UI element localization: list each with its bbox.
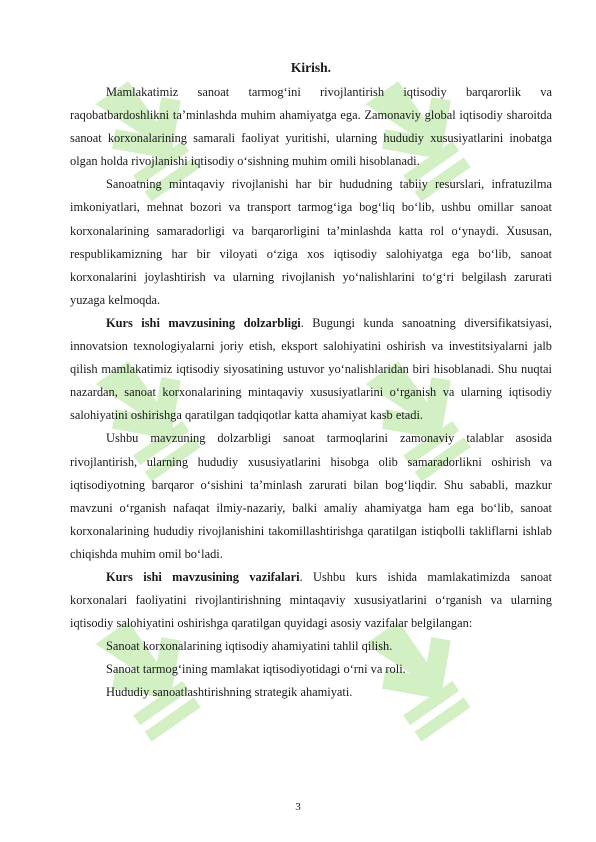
paragraph-text: . Bugungi kunda sanoatning diversifikatsiyasi, innovatsion texnologiyalarni joriy etish, eksport salohiyatini oshirish va investitsiyalarni jalb qilish mamlakatimiz iqtisodiy siyosatining ustuvor yo‘nalishlaridan biri hisoblanadi. Shu nuqtai nazardan, sanoat korxonalarining mintaqaviy xususiyatlarini o‘rganish va ularning iqtisodiy salohiyatini oshirishga qaratilgan tadqiqotlar katta ahamiyat kasb etadi. [70, 315, 552, 423]
paragraph-text: . Ushbu kurs ishida mamlakatimizda sanoat korxonalari faoliyatini rivojlantirishning mintaqaviy xususiyatlarini o‘rganish va ularning iqtisodiy salohiyatini oshirishga qaratilgan quyidagi asosiy vazifalar belgilangan: [70, 569, 552, 631]
list-item: Sanoat korxonalarining iqtisodiy ahamiyatini tahlil qilish. [106, 639, 393, 654]
paragraph [70, 427, 552, 566]
paragraph-heading: Kurs ishi mavzusining dolzarbligi [106, 315, 301, 330]
list-item: Sanoat tarmog‘ining mamlakat iqtisodiyotidagi o‘rni va roli. [106, 662, 406, 677]
paragraph-text: Ushbu mavzuning dolzarbligi sanoat tarmoqlarini zamonaviy talablar asosida rivojlantirish, ularning hududiy xususiyatlarini hisobga olib samaradorlikni oshirish va iqtisodiyotning barqaror o‘sishini ta’minlash zarurati bilan bog‘liqdir. Shu sababli, mazkur mavzuni o‘rganish nafaqat ilmiy-nazariy, balki amaliy ahamiyatga ham ega bo‘lib, sanoat korxonalarining hududiy rivojlanishini takomillashtirishga qaratilgan istiqbolli takliflarni ishlab chiqishda muhim omil bo‘ladi. [70, 431, 552, 561]
list-item: Hududiy sanoatlashtirishning strategik ahamiyati. [106, 685, 353, 700]
document-body [70, 56, 552, 705]
paragraph [70, 566, 552, 635]
paragraph-text: Sanoatning mintaqaviy rivojlanishi har bir hududning tabiiy resurslari, infratuzilma imkoniyatlari, mehnat bozori va transport tarmog‘iga bog‘liq bo‘lib, ushbu omillar sanoat korxonalarining samaradorligi va barqarorligini ta’minlashda katta rol o‘ynaydi. Xususan, respublikamizning har bir viloyati o‘ziga xos iqtisodiy salohiyatga ega bo‘lib, sanoat korxonalarini joylashtirish va ularning rivojlanish yo‘nalishlarini to‘g‘ri belgilash zarurati yuzaga kelmoqda. [70, 177, 552, 307]
page-number: 3 [295, 801, 301, 813]
paragraph-text: Mamlakatimiz sanoat tarmog‘ini rivojlantirish iqtisodiy barqarorlik va raqobatbardoshlikni ta’minlashda muhim ahamiyatga ega. Zamonaviy global iqtisodiy sharoitda sanoat korxonalarining samarali faoliyat yuritishi, ularning hududiy xususiyatlarini inobatga olgan holda rivojlanishi iqtisodiy o‘sishning muhim omili hisoblanadi. [70, 85, 552, 169]
section-title: Kirish. [290, 60, 332, 75]
paragraph [70, 81, 552, 173]
paragraph-heading: Kurs ishi mavzusining vazifalari [106, 569, 300, 584]
paragraph [70, 173, 552, 312]
paragraph [70, 312, 552, 427]
